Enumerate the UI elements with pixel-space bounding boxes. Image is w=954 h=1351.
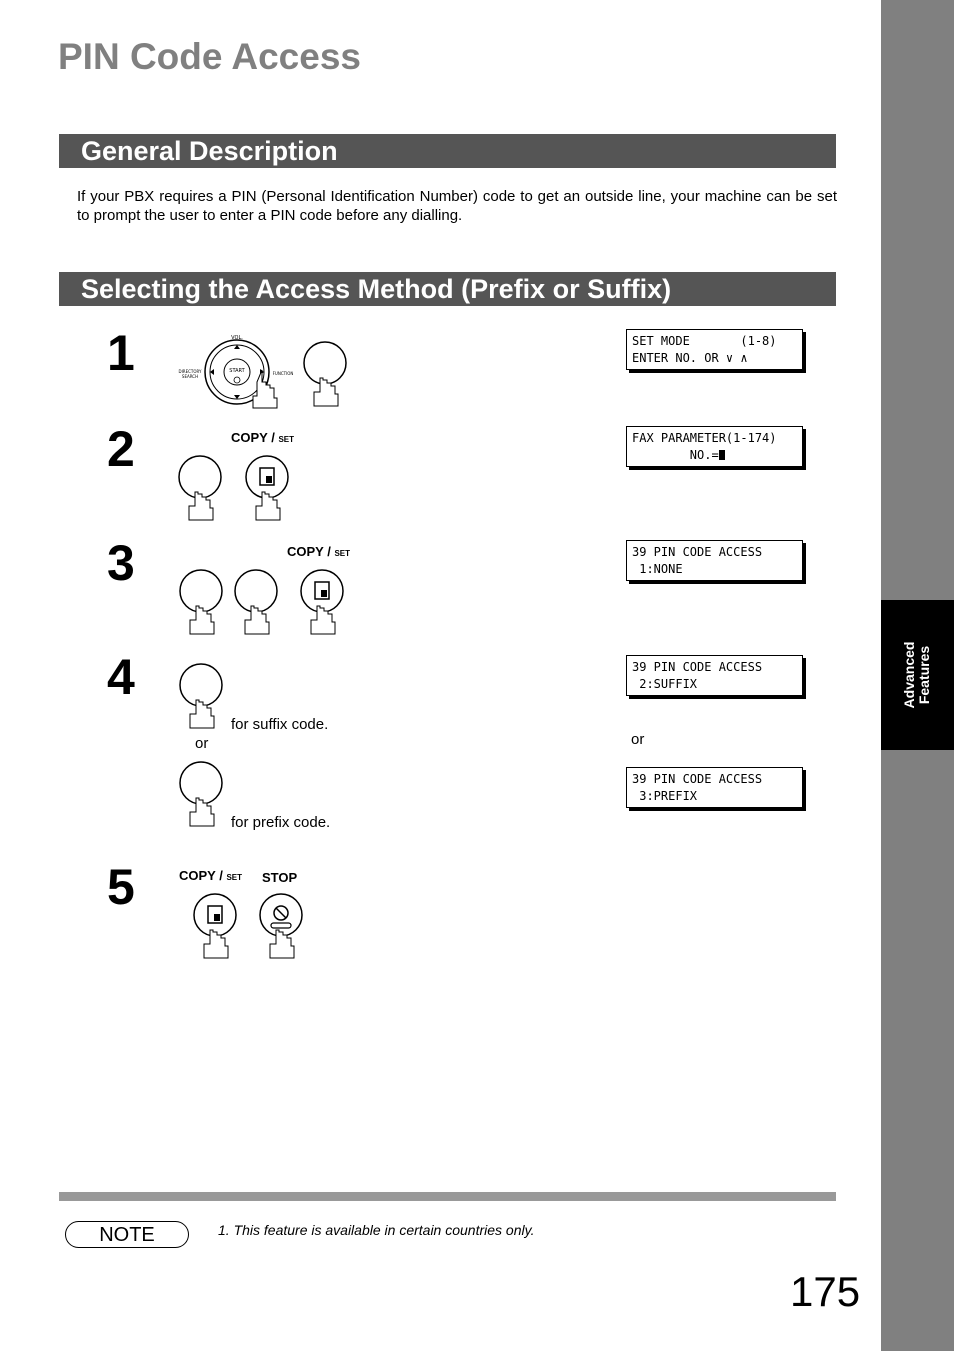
- lcd-line: 39 PIN CODE ACCESS: [632, 772, 763, 786]
- lcd-line: 39 PIN CODE ACCESS: [632, 545, 763, 559]
- or-text-left: or: [195, 735, 209, 752]
- function-key-label: FUNCTION: [272, 371, 294, 376]
- cursor-block-icon: [719, 450, 725, 460]
- copy-text: COPY: [287, 544, 324, 559]
- copy-set-label-5: COPY / SET: [179, 868, 243, 883]
- number-key-icon[interactable]: [178, 568, 226, 638]
- copy-text: COPY: [231, 430, 268, 445]
- copy-set-key-icon[interactable]: [244, 454, 292, 524]
- chapter-tab-line1: Advanced: [901, 641, 917, 709]
- chapter-tab-line2: Features: [916, 645, 932, 705]
- navigation-pad-icon[interactable]: [175, 330, 300, 410]
- set-text: SET: [278, 435, 295, 444]
- start-key-label: START: [229, 368, 245, 374]
- chapter-tab: [881, 600, 954, 750]
- chapter-tab-label: [902, 642, 932, 709]
- function-key-icon[interactable]: [302, 340, 350, 410]
- lcd-line: SET MODE (1-8): [632, 334, 777, 348]
- set-text: SET: [226, 873, 243, 882]
- copy-text: COPY: [179, 868, 216, 883]
- prefix-number-key-icon[interactable]: [178, 760, 226, 830]
- copy-set-label-2: COPY / SET: [231, 430, 295, 445]
- stop-label: STOP: [262, 870, 298, 885]
- step-number-2: 2: [107, 421, 135, 477]
- footer-rule: [59, 1192, 836, 1201]
- suffix-code-text: for suffix code.: [231, 716, 329, 733]
- access-method-heading: Selecting the Access Method (Prefix or Suffix): [59, 272, 836, 306]
- general-description-heading: General Description: [59, 134, 836, 168]
- lcd-line: ENTER NO. OR ∨ ∧: [632, 351, 748, 365]
- vol-key-label: VOL.: [231, 335, 243, 341]
- copy-set-key-icon[interactable]: [192, 892, 240, 962]
- or-text-right: or: [631, 731, 645, 748]
- suffix-number-key-icon[interactable]: [178, 662, 226, 732]
- page-title: PIN Code Access: [58, 36, 361, 77]
- lcd-line: FAX PARAMETER(1-174): [632, 431, 777, 445]
- lcd-display-pin-suffix: [626, 655, 803, 696]
- number-key-icon[interactable]: [233, 568, 281, 638]
- general-description-text: If your PBX requires a PIN (Personal Identification Number) code to get an outside line, your machine can be set to prompt the user to enter a PIN code before any dialling.: [77, 188, 837, 224]
- step-number-3: 3: [107, 535, 135, 591]
- lcd-display-set-mode: [626, 329, 803, 370]
- step-number-4: 4: [107, 649, 135, 705]
- lcd-line: NO.=: [632, 448, 719, 462]
- number-key-icon[interactable]: [177, 454, 225, 524]
- lcd-line: 39 PIN CODE ACCESS: [632, 660, 763, 674]
- search-key-label: SEARCH: [181, 374, 199, 379]
- step-number-5: 5: [107, 859, 135, 915]
- step-number-1: 1: [107, 325, 135, 381]
- lcd-display-pin-prefix: [626, 767, 803, 808]
- footnote-text: 1. This feature is available in certain countries only.: [218, 1222, 535, 1238]
- lcd-display-fax-parameter: [626, 426, 803, 467]
- set-text: SET: [334, 549, 351, 558]
- note-badge: NOTE: [65, 1221, 189, 1248]
- stop-key-icon[interactable]: [258, 892, 306, 962]
- copy-set-label-3: COPY / SET: [287, 544, 351, 559]
- page-number: 175: [790, 1268, 861, 1315]
- lcd-display-pin-none: [626, 540, 803, 581]
- lcd-line: 2:SUFFIX: [632, 677, 698, 691]
- lcd-line: 1:NONE: [632, 562, 683, 576]
- prefix-code-text: for prefix code.: [231, 814, 331, 831]
- copy-set-key-icon[interactable]: [299, 568, 347, 638]
- lcd-line: 3:PREFIX: [632, 789, 698, 803]
- directory-key-label: DIRECTORY: [178, 369, 202, 374]
